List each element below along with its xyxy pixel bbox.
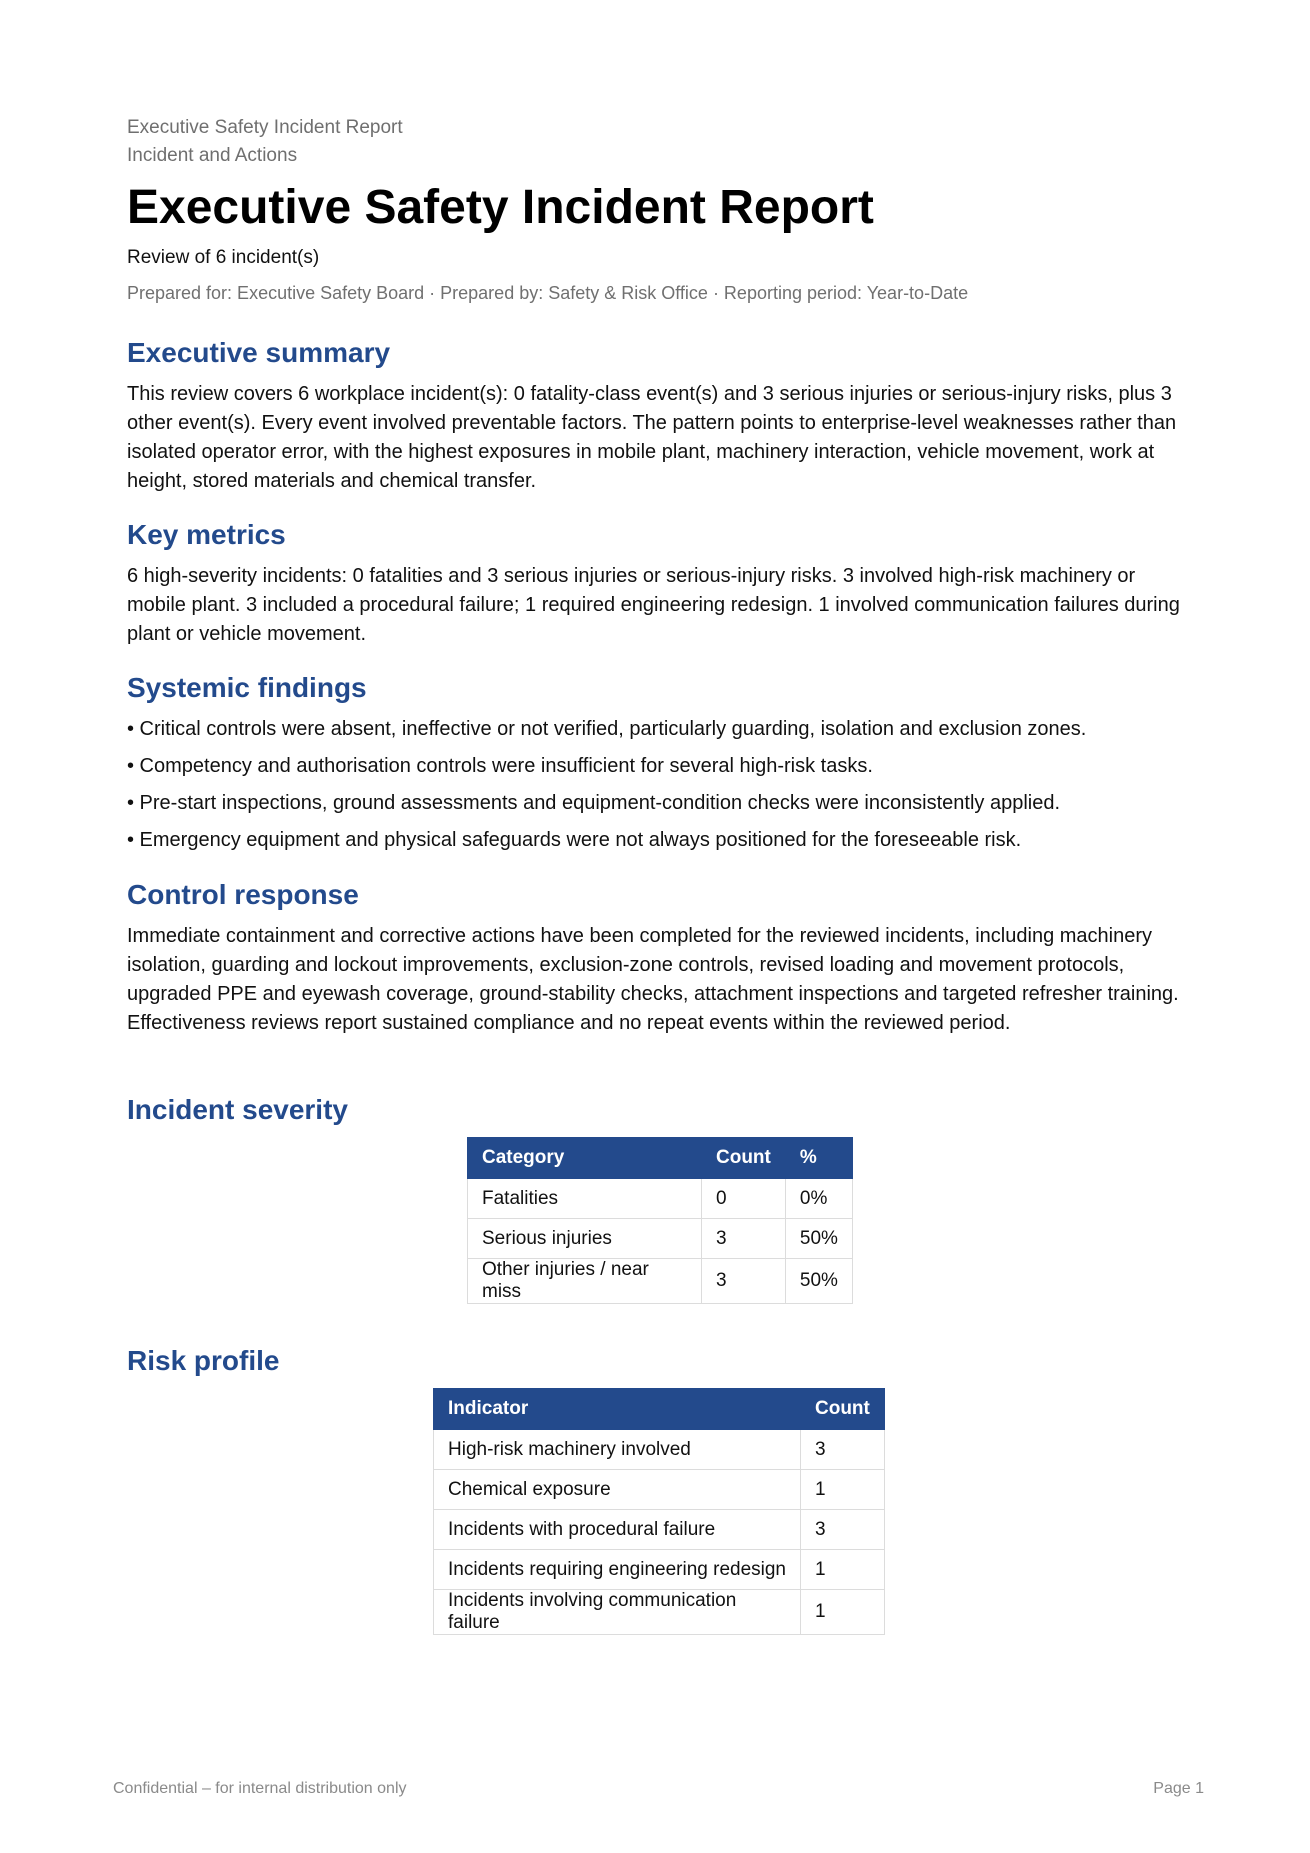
- table-cell: Fatalities: [468, 1179, 702, 1219]
- table-cell: 1: [801, 1470, 885, 1510]
- finding-item: • Emergency equipment and physical safeguards were not always positioned for the foreseeable risk.: [127, 829, 1022, 851]
- column-header: %: [785, 1138, 852, 1179]
- table-cell: Incidents involving communication failure: [434, 1590, 801, 1635]
- table-cell: 3: [702, 1219, 786, 1259]
- severity-header-row: [468, 1138, 853, 1179]
- severity-table: [467, 1137, 853, 1304]
- report-page: [127, 114, 1197, 1635]
- executive-summary-text: This review covers 6 workplace incident(s): 0 fatality-class event(s) and 3 serious injuries or serious-injury risks, plus 3 other event(s). Every event involved preventable factors. The pattern points to enterprise-level weaknesses rather than isolated operator error, with the highest exposures in mobile plant, machinery interaction, vehicle movement, work at height, stored materials and chemical transfer.: [127, 383, 1177, 492]
- risk-table: [433, 1388, 885, 1635]
- table-cell: Incidents requiring engineering redesign: [434, 1550, 801, 1590]
- table-row: [468, 1219, 853, 1259]
- table-cell: 3: [702, 1259, 786, 1304]
- executive-summary-heading: Executive summary: [127, 337, 391, 368]
- table-cell: Incidents with procedural failure: [434, 1510, 801, 1550]
- page-title: Executive Safety Incident Report: [127, 181, 874, 234]
- column-header: Category: [468, 1138, 702, 1179]
- table-cell: 0%: [785, 1179, 852, 1219]
- systemic-findings-section: [127, 671, 1197, 855]
- control-response-text: Immediate containment and corrective actions have been completed for the reviewed incidents, including machinery isolation, guarding and lockout improvements, exclusion-zone controls, revised loading and movement protocols, upgraded PPE and eyewash coverage, ground-stability checks, attachment inspections and targeted refresher training. Effectiveness reviews report sustained compliance and no repeat events within the reviewed period.: [127, 925, 1179, 1034]
- control-response-heading: Control response: [127, 879, 359, 910]
- incident-severity-heading: Incident severity: [127, 1094, 348, 1125]
- table-cell: 50%: [785, 1219, 852, 1259]
- finding-item: • Competency and authorisation controls were insufficient for several high-risk tasks.: [127, 755, 873, 777]
- key-metrics-heading: Key metrics: [127, 519, 286, 550]
- table-row: [434, 1510, 885, 1550]
- risk-header-row: [434, 1389, 885, 1430]
- table-row: [434, 1470, 885, 1510]
- table-cell: 0: [702, 1179, 786, 1219]
- key-metrics-text: 6 high-severity incidents: 0 fatalities and 3 serious injuries or serious-injury risks. 3 involved high-risk machinery or mobile plant. 3 included a procedural failure; 1 required engineering redesign. 1 involved communication failures during plant or vehicle movement.: [127, 565, 1180, 645]
- finding-item: • Pre-start inspections, ground assessments and equipment-condition checks were inconsistently applied.: [127, 792, 1061, 814]
- risk-profile-heading: Risk profile: [127, 1345, 280, 1376]
- column-header: Count: [801, 1389, 885, 1430]
- risk-profile-section: [127, 1344, 1197, 1635]
- footer-confidential: Confidential – for internal distribution only: [113, 1780, 407, 1797]
- column-header: Indicator: [434, 1389, 801, 1430]
- table-cell: High-risk machinery involved: [434, 1430, 801, 1470]
- table-cell: Serious injuries: [468, 1219, 702, 1259]
- table-cell: 50%: [785, 1259, 852, 1304]
- incident-severity-section: [127, 1093, 1197, 1304]
- systemic-findings-heading: Systemic findings: [127, 672, 367, 703]
- table-cell: Chemical exposure: [434, 1470, 801, 1510]
- column-header: Count: [702, 1138, 786, 1179]
- table-cell: Other injuries / near miss: [468, 1259, 702, 1304]
- control-response-section: [127, 878, 1197, 1038]
- table-row: [468, 1259, 853, 1304]
- table-cell: 3: [801, 1430, 885, 1470]
- footer-page-number: Page 1: [1153, 1780, 1204, 1797]
- document-label: Executive Safety Incident Report: [127, 117, 403, 138]
- table-row: [434, 1430, 885, 1470]
- key-metrics-section: [127, 518, 1197, 649]
- section-label: Incident and Actions: [127, 145, 298, 166]
- page-subtitle: Review of 6 incident(s): [127, 247, 320, 268]
- table-cell: 1: [801, 1590, 885, 1635]
- finding-item: • Critical controls were absent, ineffective or not verified, particularly guarding, isolation and exclusion zones.: [127, 718, 1087, 740]
- table-row: [434, 1550, 885, 1590]
- findings-list: [127, 715, 1197, 855]
- table-row: [434, 1590, 885, 1635]
- table-cell: 1: [801, 1550, 885, 1590]
- table-row: [468, 1179, 853, 1219]
- table-cell: 3: [801, 1510, 885, 1550]
- prepared-line: Prepared for: Executive Safety Board · Prepared by: Safety & Risk Office · Reporting period: Year-to-Date: [127, 283, 969, 303]
- executive-summary-section: [127, 336, 1197, 496]
